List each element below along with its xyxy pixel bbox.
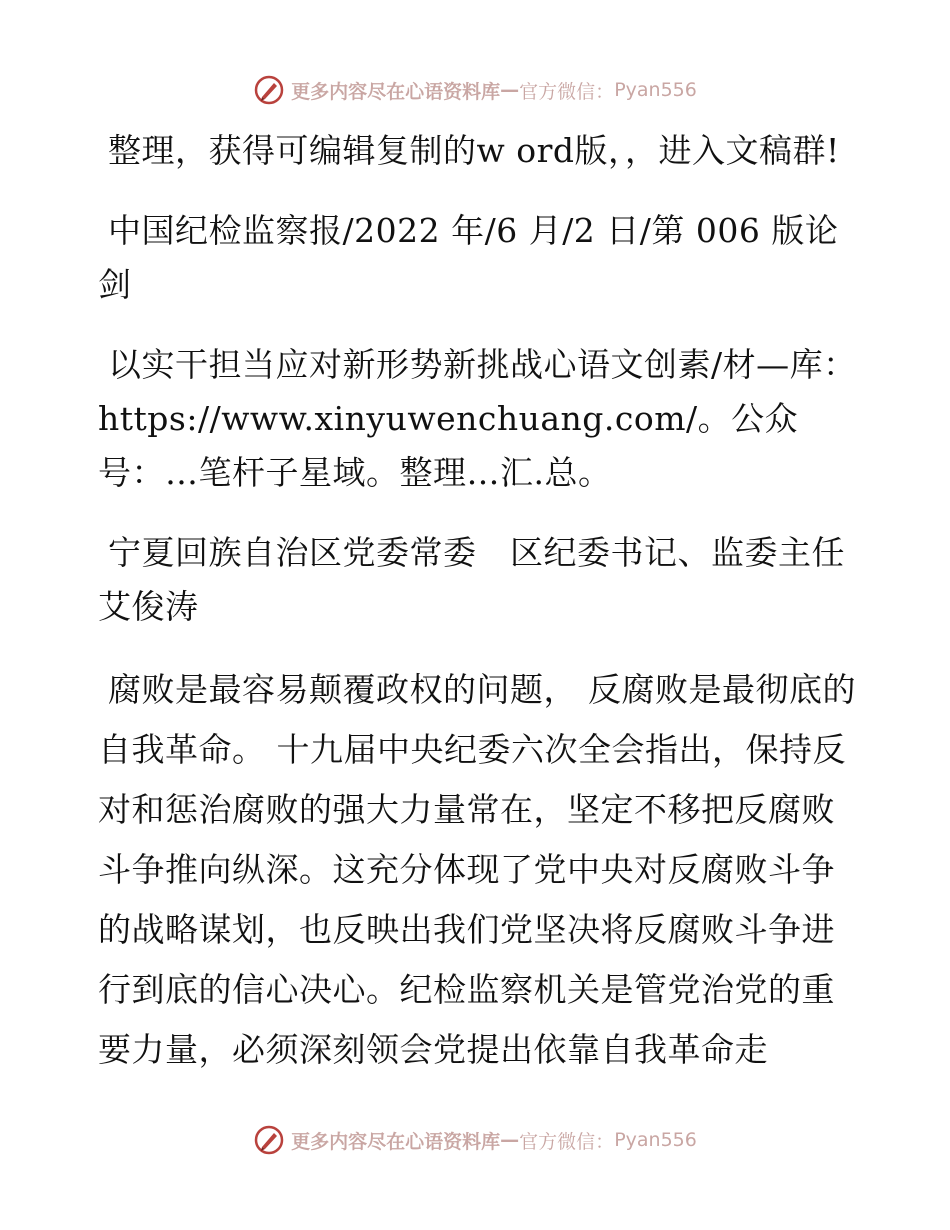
pen-circle-logo-icon xyxy=(253,74,285,106)
footer-watermark xyxy=(0,1120,950,1160)
header-watermark xyxy=(0,70,950,110)
watermark-brand-text: 更多内容尽在心语资料库 xyxy=(291,80,501,103)
watermark-separator: — xyxy=(500,79,520,101)
article-title: 以实干担当应对新形势新挑战心语文创素/材—库：https://www.xinyuwenchuang.com/。公众号：…笔杆子星域。整理…汇.总。 xyxy=(98,345,857,492)
watermark-brand-text: 更多内容尽在心语资料库 xyxy=(291,1130,501,1153)
watermark-wechat-id: Pyan556 xyxy=(614,79,697,101)
intro-paragraph: 整理，获得可编辑复制的w ord版，，进入文稿群! xyxy=(108,131,840,170)
pen-circle-logo-icon xyxy=(253,1124,285,1156)
source-citation: 中国纪检监察报/2022 年/6 月/2 日/第 006 版论剑 xyxy=(98,211,839,304)
watermark-wechat-id: Pyan556 xyxy=(614,1129,697,1151)
body-paragraph: 腐败是最容易颠覆政权的问题， 反腐败是最彻底的自我革命。 十九届中央纪委六次全会指出，保持反对和惩治腐败的强大力量常在，坚定不移把反腐败斗争推向纵深。这充分体现了党中央对反腐败斗争的战略谋划，也反映出我们党坚决将反腐败斗争进行到底的信心决心。纪检监察机关是管党治党的重要力量，必须深刻领会党提出依靠自我革命走 xyxy=(98,670,856,1069)
document-body xyxy=(98,124,879,1106)
watermark-wechat-label: 官方微信： xyxy=(519,80,615,103)
watermark-separator: — xyxy=(500,1129,520,1151)
author-line: 宁夏回族自治区党委常委 区纪委书记、监委主任 艾俊涛 xyxy=(98,533,879,626)
watermark-wechat-label: 官方微信： xyxy=(519,1130,615,1153)
